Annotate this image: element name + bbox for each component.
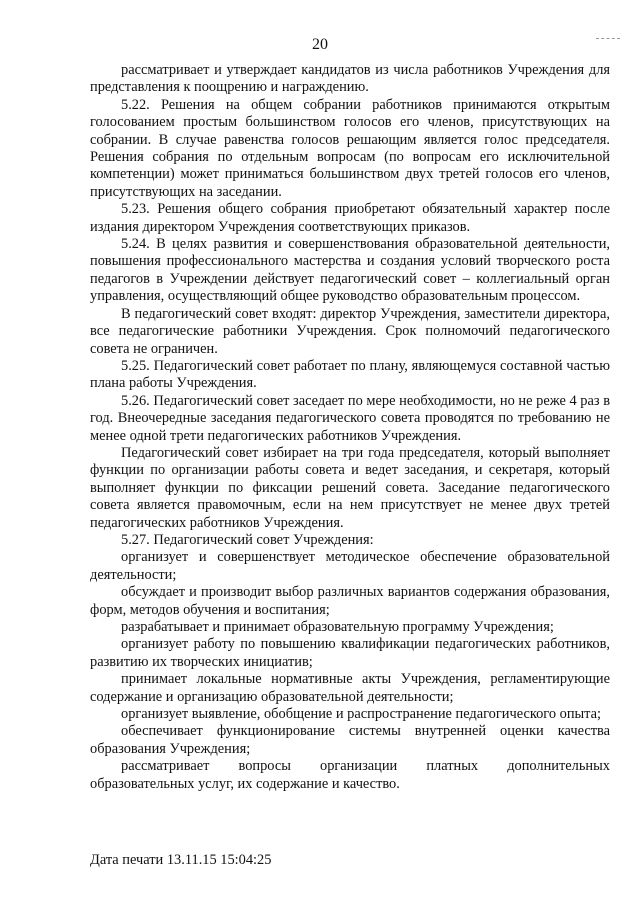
list-item: обеспечивает функционирование системы внутренней оценки качества образования Учреждения; [90, 723, 610, 757]
list-item: организует работу по повышению квалификации педагогических работников, развитию их творческих инициатив; [90, 636, 610, 670]
edge-mark [596, 38, 620, 39]
document-body [90, 62, 610, 793]
paragraph: 5.27. Педагогический совет Учреждения: [121, 531, 374, 548]
paragraph: 5.23. Решения общего собрания приобретают обязательный характер после издания директором Учреждения соответствующих приказов. [90, 201, 610, 235]
paragraph: рассматривает и утверждает кандидатов из числа работников Учреждения для представления к поощрению и награждению. [90, 62, 610, 96]
paragraph: 5.25. Педагогический совет работает по плану, являющемуся составной частью плана работы Учреждения. [90, 357, 610, 392]
list-item: принимает локальные нормативные акты Учреждения, регламентирующие содержание и организацию образовательной деятельности; [90, 671, 610, 705]
list-item: разрабатывает и принимает образовательную программу Учреждения; [121, 619, 554, 635]
paragraph: 5.22. Решения на общем собрании работников принимаются открытым голосованием простым большинством голосов его членов, присутствующих на собрании. В случае равенства голосов решающим является голос председателя. Решения собрания по отдельным вопросам (по вопросам его исключительной компетенции) может приниматься большинством двух третей голосов его членов, присутствующих на заседании. [90, 96, 610, 200]
list-item: организует и совершенствует методическое обеспечение образовательной деятельности; [90, 549, 610, 583]
print-date-footer: Дата печати 13.11.15 15:04:25 [90, 852, 272, 868]
page-number: 20 [312, 36, 328, 53]
list-item: организует выявление, обобщение и распространение педагогического опыта; [121, 706, 602, 723]
list-item: обсуждает и производит выбор различных вариантов содержания образования, форм, методов обучения и воспитания; [90, 584, 610, 618]
paragraph: Педагогический совет избирает на три года председателя, который выполняет функции по организации работы совета и ведет заседания, и секретаря, который выполняет функции по фиксации решений совета. Заседание педагогического совета является правомочным, если на нем присутствует не менее двух третей педагогических работников Учреждения. [90, 444, 610, 531]
paragraph: 5.24. В целях развития и совершенствования образовательной деятельности, повышения профессионального мастерства и создания условий творческого роста педагогов в Учреждении действует педагогический совет – коллегиальный орган управления, осуществляющий общее руководство образовательным процессом. [90, 236, 610, 305]
paragraph: В педагогический совет входят: директор Учреждения, заместители директора, все педагогические работники Учреждения. Срок полномочий педагогического совета не ограничен. [90, 305, 610, 357]
list-item: рассматривает вопросы организации платных дополнительных образовательных услуг, их содержание и качество. [90, 758, 610, 792]
paragraph: 5.26. Педагогический совет заседает по мере необходимости, но не реже 4 раз в год. Внеочередные заседания педагогического совета проводятся по требованию не менее одной трети педагогических работников Учреждения. [90, 392, 610, 444]
